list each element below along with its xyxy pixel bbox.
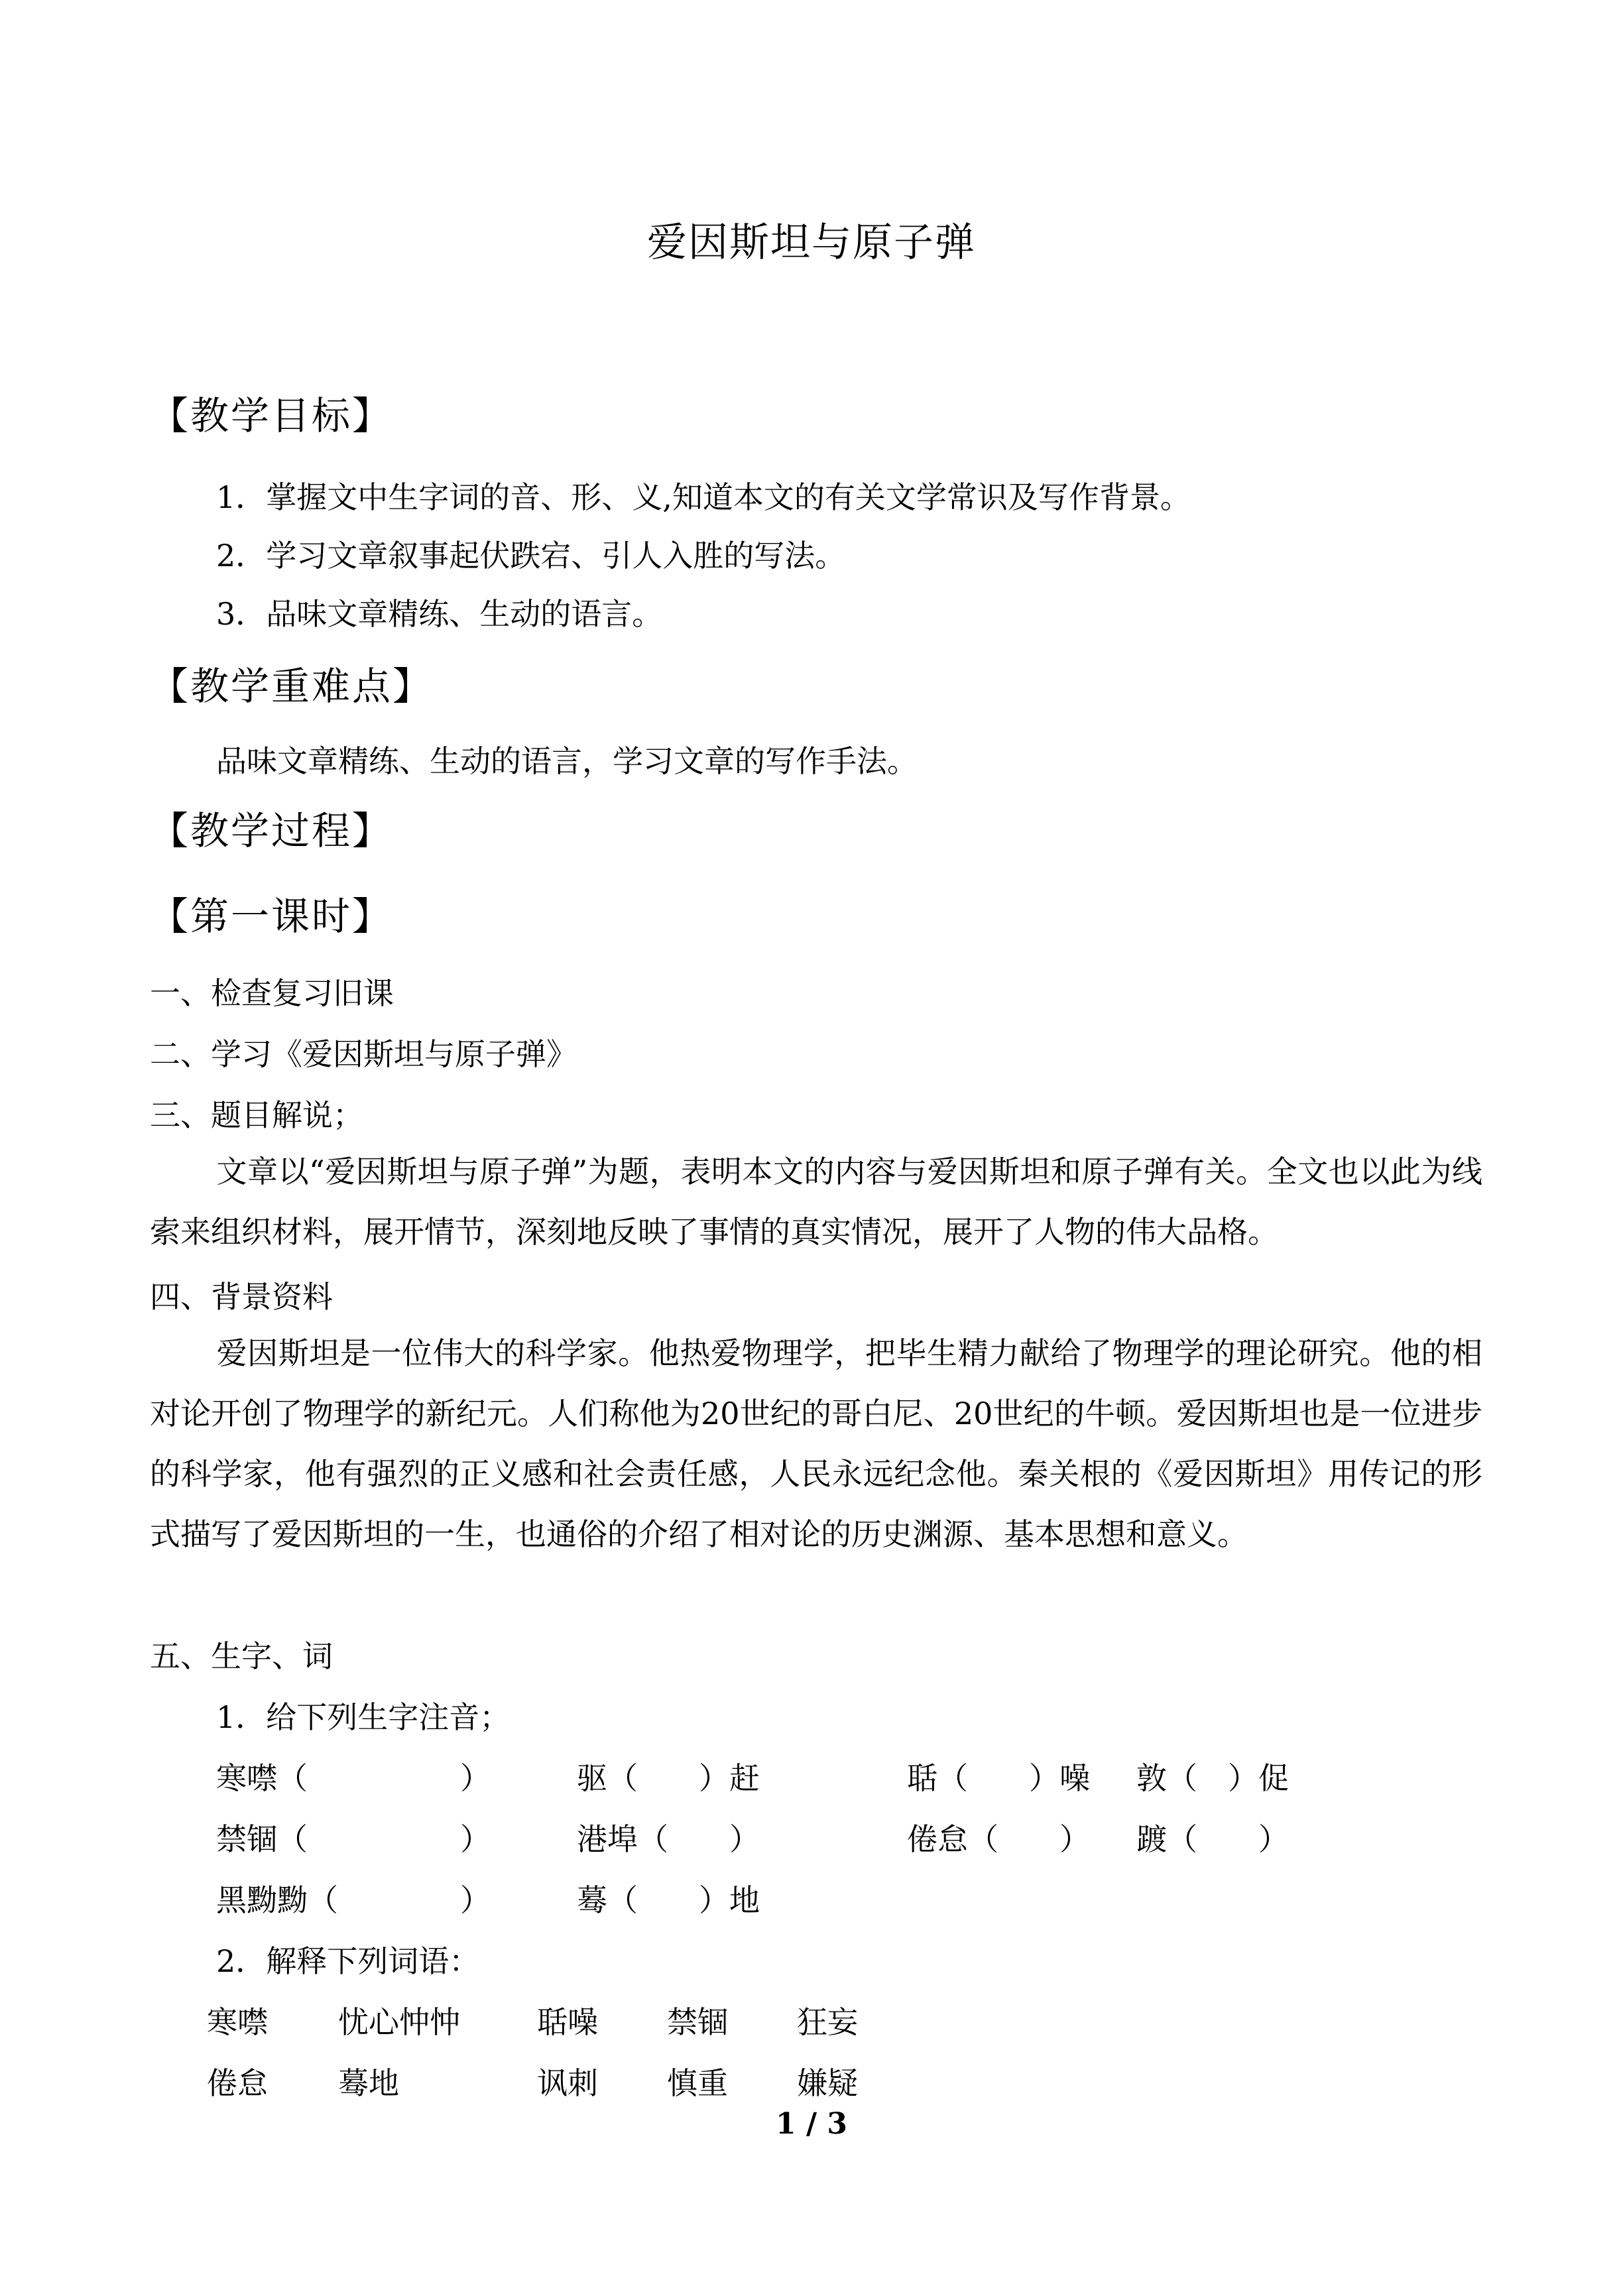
vocab-word: 寒噤 [207,2004,268,2040]
vocab-word: 嫌疑 [797,2065,858,2101]
pinyin-item: 港埠（ ） [577,1821,760,1857]
pinyin-item: 驱（ ）赶 [577,1760,760,1796]
step-heading: 二、学习《爱因斯坦与原子弹》 [150,1036,577,1072]
vocab-word: 忧心忡忡 [338,2004,460,2040]
pinyin-item: 敦（ ）促 [1136,1760,1289,1796]
section-heading-key-points: 【教学重难点】 [150,664,434,709]
pinyin-item: 黑黝黝（ ） [216,1882,491,1918]
objective-item: 2．学习文章叙事起伏跌宕、引人入胜的写法。 [216,538,846,574]
vocab-word: 狂妄 [797,2004,858,2040]
step-heading: 四、背景资料 [150,1279,333,1315]
pinyin-item: 倦怠（ ） [907,1821,1090,1857]
paragraph-text: 爱因斯坦是一位伟大的科学家。他热爱物理学，把毕生精力献给了物理学的理论研究。他的相对论开创了物理学的新纪元。人们称他为20世纪的哥白尼、20世纪的牛顿。爱因斯坦也是一位进步的科学家，他有强烈的正义感和社会责任感，人民永远纪念他。秦关根的《爱因斯坦》用传记的形式描写了爱因斯坦的一生，也通俗的介绍了相对论的历史渊源、基本思想和意义。 [150,1335,1482,1552]
step-heading: 一、检查复习旧课 [150,975,394,1011]
task-heading: 2．解释下列词语： [216,1943,480,1979]
vocab-word: 慎重 [667,2065,728,2101]
pinyin-item: 寒噤（ ） [216,1760,491,1796]
vocab-word: 讽刺 [537,2065,598,2101]
section-heading-process: 【教学过程】 [150,808,393,853]
title-explanation-paragraph [150,1142,1482,1262]
vocab-word: 倦怠 [207,2065,268,2101]
vocab-word: 聒噪 [537,2004,598,2040]
vocab-word: 蓦地 [338,2065,399,2101]
pinyin-item: 踱（ ） [1136,1821,1289,1857]
paragraph-text: 文章以“爱因斯坦与原子弹”为题，表明本文的内容与爱因斯坦和原子弹有关。全文也以此为线索来组织材料，展开情节，深刻地反映了事情的真实情况，展开了人物的伟大品格。 [150,1154,1482,1250]
objective-item: 3．品味文章精练、生动的语言。 [216,596,663,632]
step-heading: 三、题目解说； [150,1097,363,1133]
key-points-text: 品味文章精练、生动的语言，学习文章的写作手法。 [216,743,918,779]
task-heading: 1．给下列生字注音； [216,1699,511,1735]
pinyin-item: 蓦（ ）地 [577,1882,760,1918]
section-heading-lesson1: 【第一课时】 [150,894,393,939]
section-heading-objectives: 【教学目标】 [150,393,393,438]
vocab-word: 禁锢 [667,2004,728,2040]
page-number: 1 / 3 [776,2107,847,2141]
document-title: 爱因斯坦与原子弹 [647,219,976,266]
step-heading: 五、生字、词 [150,1638,333,1674]
pinyin-item: 禁锢（ ） [216,1821,491,1857]
pinyin-item: 聒（ ）噪 [907,1760,1090,1796]
objective-item: 1．掌握文中生字词的音、形、义,知道本文的有关文学常识及写作背景。 [216,479,1191,515]
background-paragraph [150,1323,1482,1565]
